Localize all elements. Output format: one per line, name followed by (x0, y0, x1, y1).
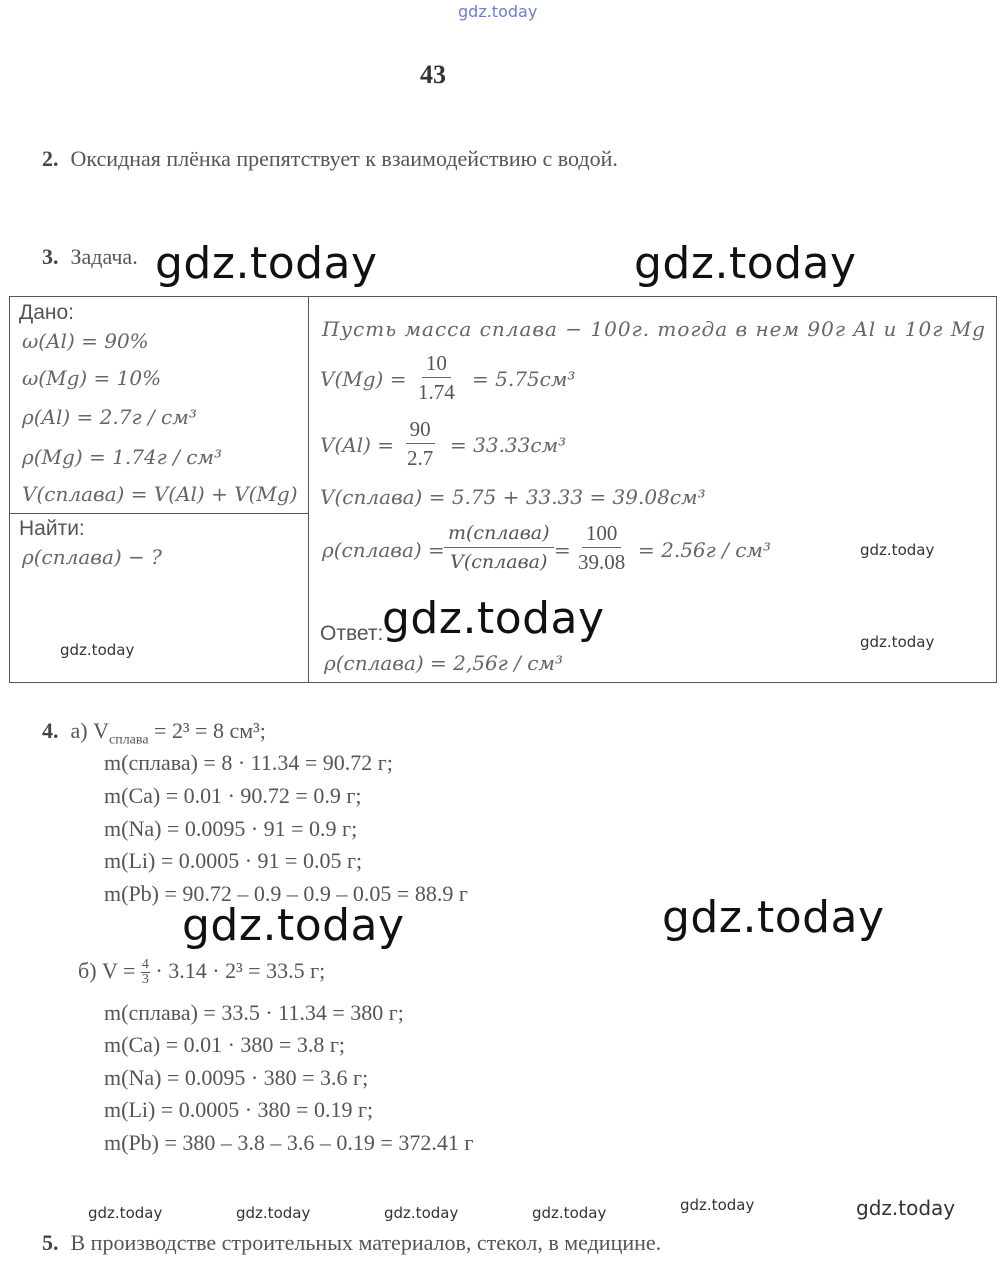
table-vertical-divider (308, 297, 309, 682)
answer-title: Ответ: (320, 622, 384, 645)
item-5-number: 5. (42, 1230, 59, 1255)
watermark-small: gdz.today (680, 1196, 755, 1214)
find-line: ρ(сплава) − ? (22, 545, 162, 569)
given-line: ω(Mg) = 10% (22, 366, 162, 390)
item-4b-denominator: 3 (141, 972, 149, 988)
item-4-header (42, 718, 266, 748)
calc-line: m(Li) = 0.0005 · 91 = 0.05 г; (104, 848, 363, 873)
item-5-text: В производстве строительных материалов, стекол, в медицине. (70, 1230, 662, 1255)
solution-intro: Пусть масса сплава − 100г. тогда в нем 90г Al и 10г Mg (322, 317, 986, 341)
vmg-fraction (414, 351, 459, 404)
item-2 (42, 146, 618, 172)
rho-lhs: ρ(сплава) = (322, 538, 445, 562)
given-line: ρ(Mg) = 1.74г / см³ (22, 445, 223, 469)
answer-line: ρ(сплава) = 2,56г / см³ (324, 651, 564, 675)
item-2-number: 2. (42, 146, 59, 171)
rho-fraction-numeric (574, 521, 629, 574)
calc-line: m(сплава) = 8 · 11.34 = 90.72 г; (104, 750, 393, 775)
val-lhs: V(Al) = (320, 433, 395, 457)
watermark-small: gdz.today (60, 641, 135, 659)
item-4a-label: а) V (70, 718, 109, 743)
given-line: V(сплава) = V(Al) + V(Mg) (22, 482, 298, 506)
calc-line: m(Na) = 0.0095 · 380 = 3.6 г; (104, 1065, 369, 1090)
rho-numerator: 100 (582, 521, 622, 548)
watermark-small: gdz.today (88, 1204, 163, 1222)
given-line: ρ(Al) = 2.7г / см³ (22, 405, 197, 429)
item-4b-numerator: 4 (141, 957, 149, 973)
calc-line: m(Pb) = 90.72 – 0.9 – 0.9 – 0.05 = 88.9 г (104, 881, 468, 906)
watermark-small: gdz.today (532, 1204, 607, 1222)
watermark-big: gdz.today (662, 892, 885, 943)
val-rhs: = 33.33см³ (450, 433, 567, 457)
val-denominator: 2.7 (407, 446, 434, 470)
item-3 (42, 244, 138, 270)
problem-table (9, 296, 997, 683)
item-4b-fraction (141, 958, 150, 987)
val-fraction (403, 417, 437, 470)
watermark-small: gdz.today (384, 1204, 459, 1222)
rho-denominator: 39.08 (578, 550, 626, 574)
item-5 (42, 1230, 661, 1256)
vmg-lhs: V(Mg) = (320, 367, 407, 391)
find-title: Найти: (19, 517, 85, 540)
vmg-rhs: = 5.75см³ (472, 367, 576, 391)
rho-fraction-symbolic (444, 521, 554, 574)
rho-rhs: = 2.56г / см³ (638, 538, 772, 562)
vmg-denominator: 1.74 (418, 380, 455, 404)
watermark-small: gdz.today (860, 541, 935, 559)
item-4a-rest: = 2³ = 8 см³; (148, 718, 266, 743)
item-3-number: 3. (42, 244, 59, 269)
item-4-number: 4. (42, 718, 59, 743)
val-numerator: 90 (406, 417, 435, 444)
watermark-small: gdz.today (236, 1204, 311, 1222)
vmg-numerator: 10 (422, 351, 451, 378)
watermark-small: gdz.today (860, 633, 935, 651)
watermark-small: gdz.today (856, 1196, 956, 1220)
calc-line: m(Ca) = 0.01 · 90.72 = 0.9 г; (104, 783, 362, 808)
page-number: 43 (420, 60, 446, 89)
item-2-text: Оксидная плёнка препятствует к взаимодействию с водой. (70, 146, 618, 171)
given-title: Дано: (19, 301, 75, 324)
item-3-text: Задача. (70, 244, 138, 269)
rho-denominator: V(сплава) (450, 551, 548, 573)
given-line: ω(Al) = 90% (22, 329, 149, 353)
watermark-big: gdz.today (382, 593, 605, 644)
rho-numerator: m(сплава) (444, 521, 554, 548)
item-4b-prefix: б) V = (78, 958, 136, 983)
item-4a-subscript: сплава (108, 732, 149, 748)
calc-line: m(Li) = 0.0005 · 380 = 0.19 г; (104, 1097, 374, 1122)
calc-line: m(Na) = 0.0095 · 91 = 0.9 г; (104, 816, 358, 841)
vsum-line: V(сплава) = 5.75 + 33.33 = 39.08см³ (320, 485, 706, 509)
calc-line: m(Pb) = 380 – 3.8 – 3.6 – 0.19 = 372.41 г (104, 1130, 474, 1155)
table-horizontal-divider (10, 513, 308, 514)
item-4b-header (78, 958, 325, 987)
watermark-big: gdz.today (182, 900, 405, 951)
watermark-big: gdz.today (155, 238, 378, 289)
watermark-top: gdz.today (458, 2, 538, 21)
calc-line: m(Ca) = 0.01 · 380 = 3.8 г; (104, 1032, 345, 1057)
rho-equals: = (554, 538, 571, 562)
watermark-big: gdz.today (634, 238, 857, 289)
calc-line: m(сплава) = 33.5 · 11.34 = 380 г; (104, 1000, 404, 1025)
item-4b-rest: · 3.14 · 2³ = 33.5 г; (155, 958, 326, 983)
